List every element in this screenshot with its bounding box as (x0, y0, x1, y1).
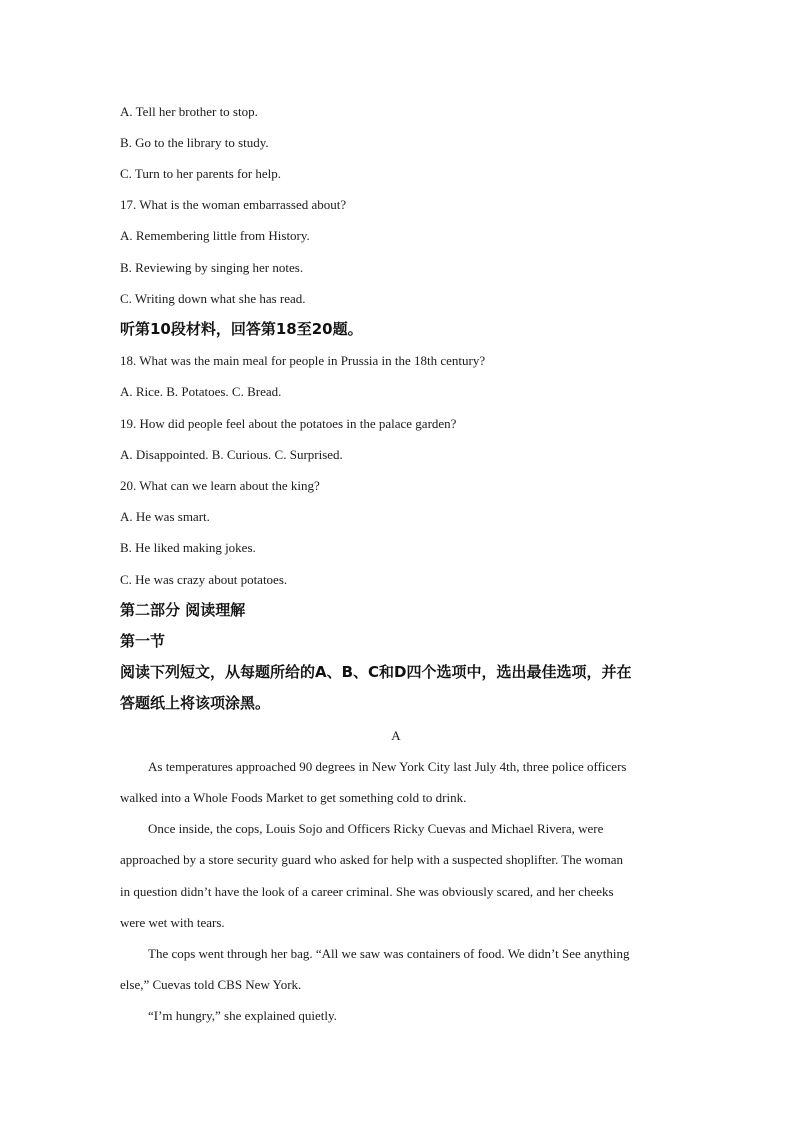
section-one-heading: 第一节 (120, 632, 166, 650)
passage-title: A (391, 728, 401, 743)
options-19: A. Disappointed. B. Curious. C. Surprised. (120, 447, 343, 462)
question-19: 19. How did people feel about the potatoes in the palace garden? (120, 416, 457, 431)
question-17: 17. What is the woman embarrassed about? (120, 197, 347, 212)
options-18: A. Rice. B. Potatoes. C. Bread. (120, 384, 282, 399)
passage-line: As temperatures approached 90 degrees in New York City last July 4th, three police officers (148, 759, 627, 774)
passage-line: walked into a Whole Foods Market to get something cold to drink. (120, 790, 467, 805)
section-instruction-10: 听第10段材料，回答第18至20题。 (120, 320, 363, 338)
option-17c: C. Writing down what she has read. (120, 291, 306, 306)
passage-line: Once inside, the cops, Louis Sojo and Officers Ricky Cuevas and Michael Rivera, were (148, 821, 604, 836)
passage-line: in question didn’t have the look of a career criminal. She was obviously scared, and her cheeks (120, 884, 614, 899)
reading-instruction-line1: 阅读下列短文，从每题所给的A、B、C和D四个选项中，选出最佳选项，并在 (120, 663, 632, 681)
option-20a: A. He was smart. (120, 509, 210, 524)
option-16c: C. Turn to her parents for help. (120, 166, 282, 181)
question-20: 20. What can we learn about the king? (120, 478, 320, 493)
option-17a: A. Remembering little from History. (120, 228, 310, 243)
passage-line: approached by a store security guard who asked for help with a suspected shoplifter. The woman (120, 852, 624, 867)
option-17b: B. Reviewing by singing her notes. (120, 260, 304, 275)
option-20c: C. He was crazy about potatoes. (120, 572, 288, 587)
option-16a: A. Tell her brother to stop. (120, 104, 258, 119)
question-18: 18. What was the main meal for people in Prussia in the 18th century? (120, 353, 486, 368)
passage-line: else,” Cuevas told CBS New York. (120, 977, 302, 992)
option-20b: B. He liked making jokes. (120, 540, 256, 555)
passage-line: “I’m hungry,” she explained quietly. (148, 1008, 337, 1023)
passage-line: The cops went through her bag. “All we saw was containers of food. We didn’t See anything (148, 946, 630, 961)
reading-instruction-line2: 答题纸上将该项涂黑。 (120, 694, 271, 712)
passage-line: were wet with tears. (120, 915, 225, 930)
part-two-heading: 第二部分 阅读理解 (120, 601, 246, 619)
option-16b: B. Go to the library to study. (120, 135, 269, 150)
